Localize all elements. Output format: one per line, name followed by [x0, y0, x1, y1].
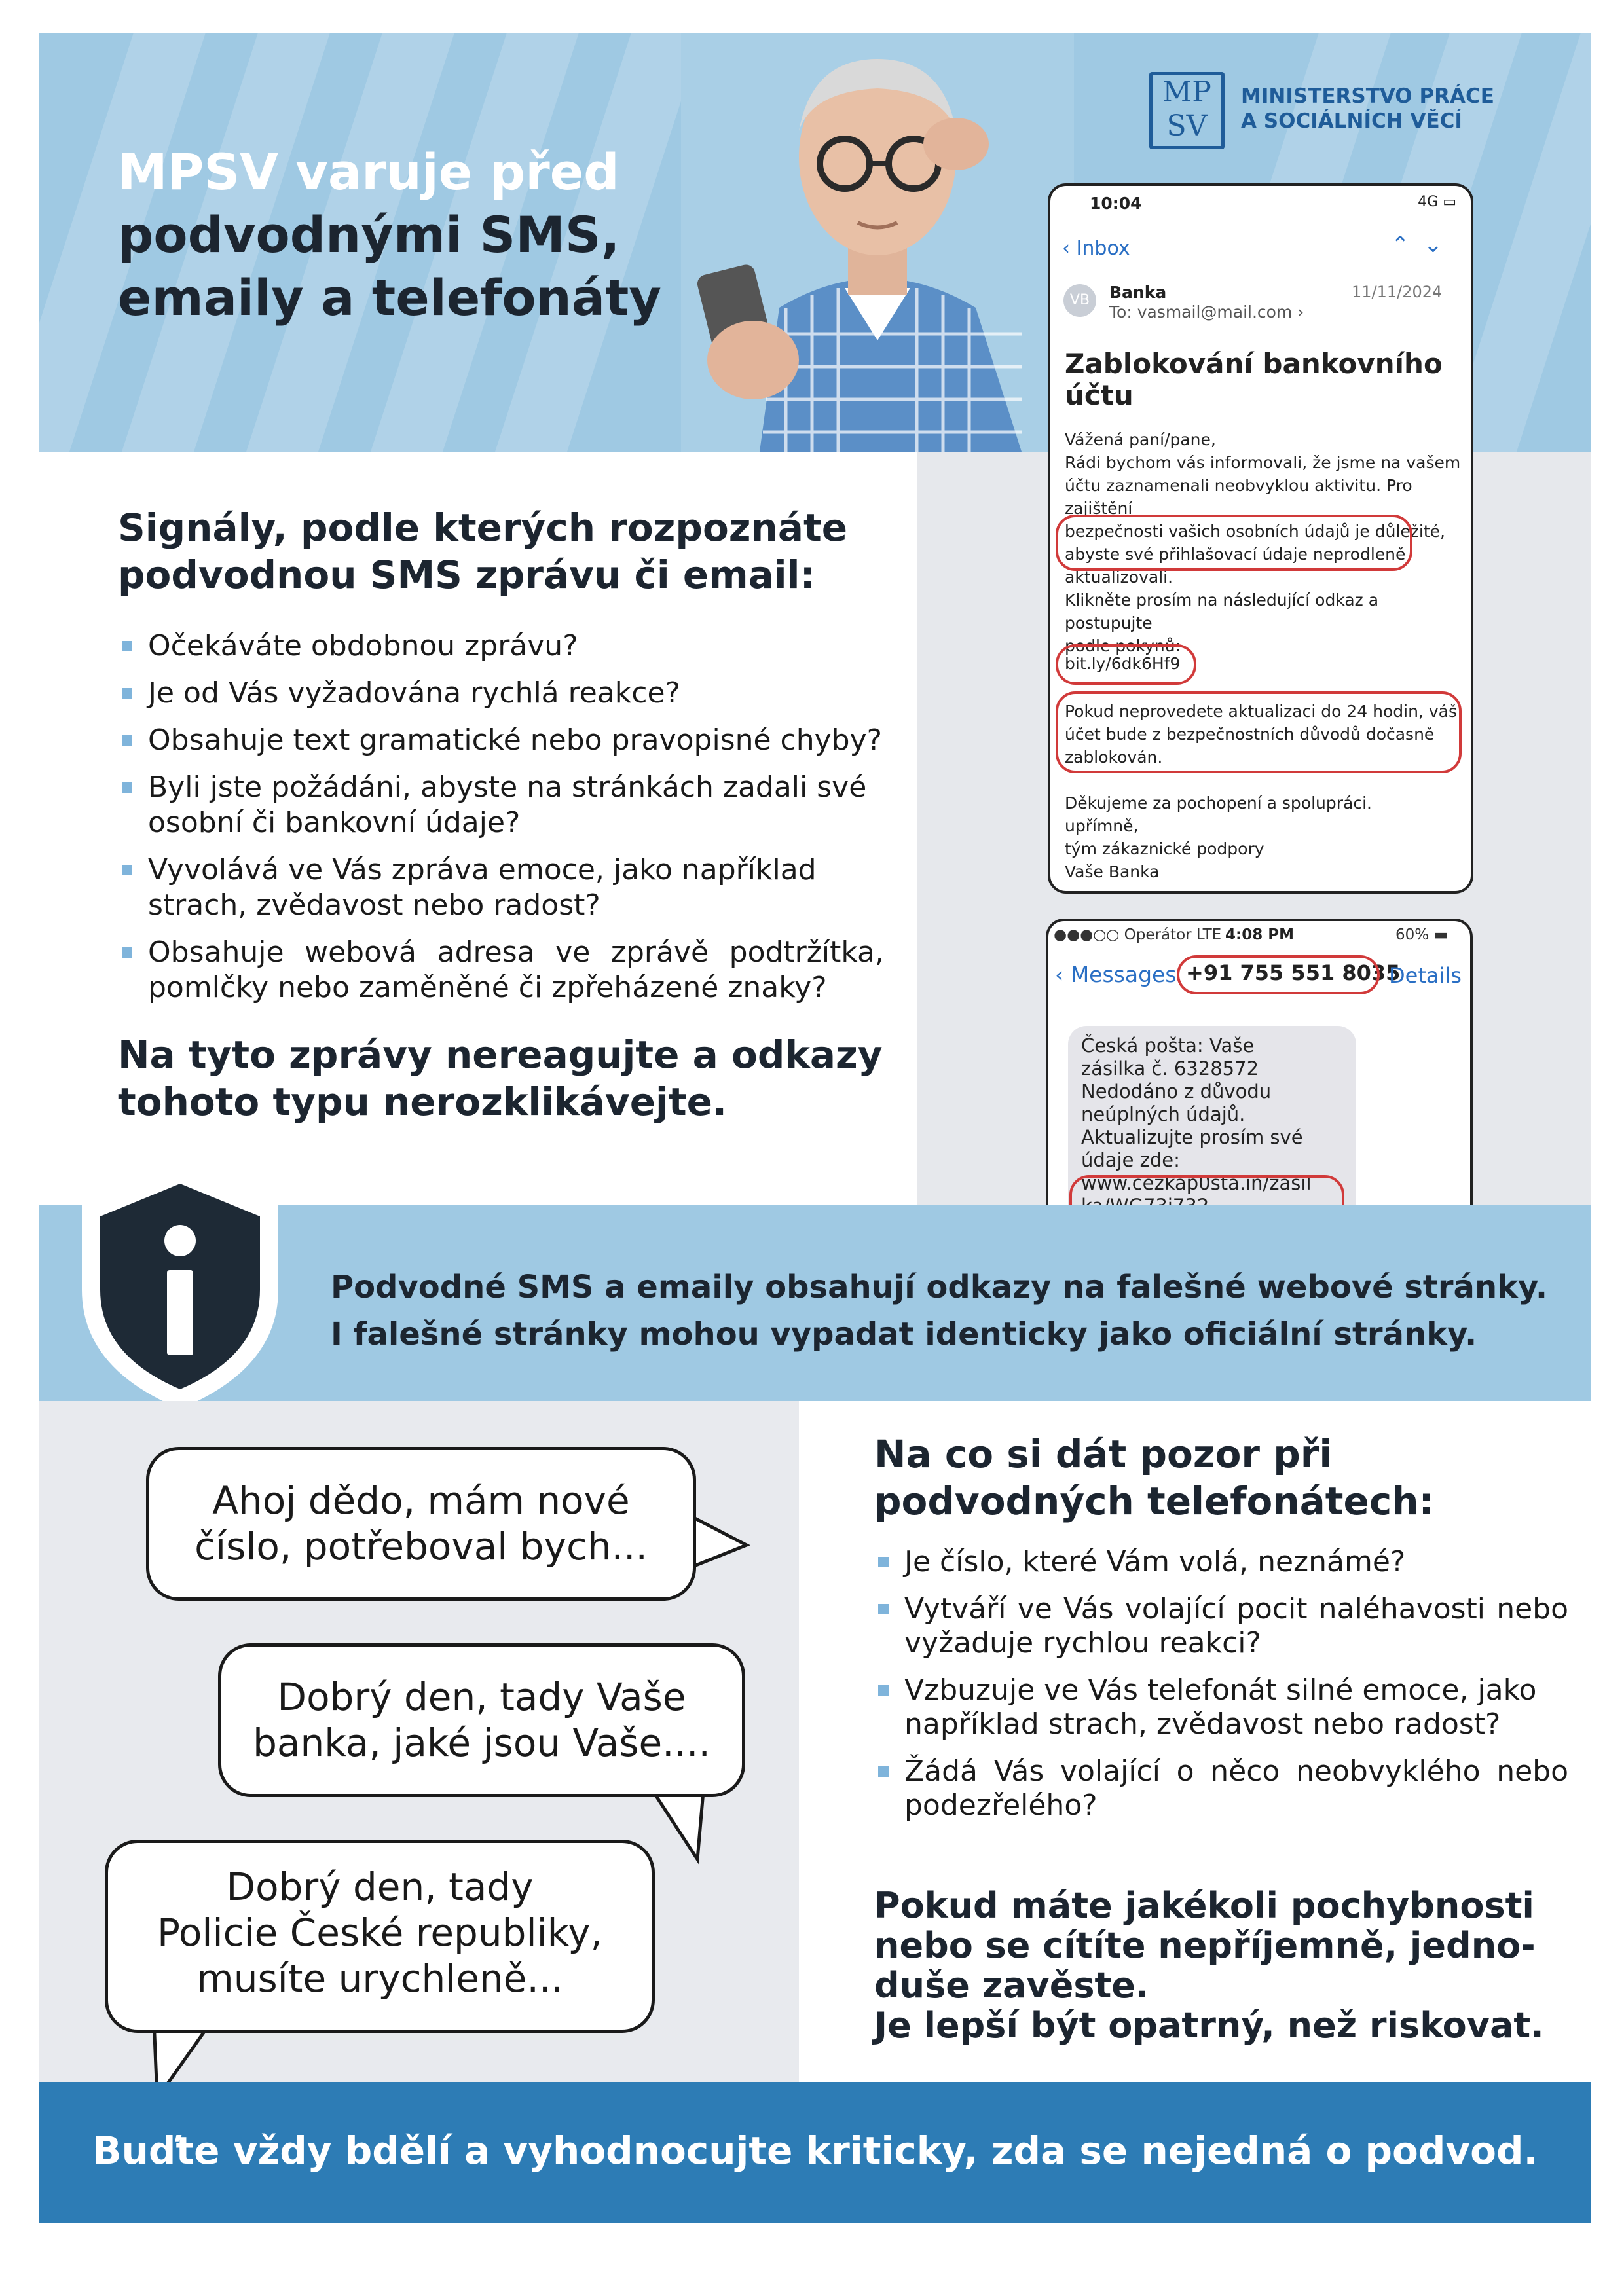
- sms-link-line-1[interactable]: www.cezkap0sta.in/zasil: [1081, 1172, 1312, 1194]
- signals-list: [118, 629, 884, 1017]
- sms-line-6: údaje zde:: [1081, 1149, 1180, 1171]
- body-line-1: Vážená paní/pane,: [1065, 430, 1216, 449]
- sms-time: 4:08 PM: [1225, 926, 1294, 943]
- messages-back-link[interactable]: [1055, 962, 1177, 987]
- list-item: [118, 852, 884, 923]
- list-item-text: Vzbuzuje ve Vás telefonát silné emoce, jako například strach, zvědavost nebo radost?: [904, 1673, 1537, 1741]
- page-title: [118, 141, 773, 329]
- bullet-square-icon: [878, 1766, 889, 1777]
- calls-warning: [874, 1886, 1588, 2045]
- battery-percent: 60%: [1395, 926, 1430, 943]
- status-network: [1358, 194, 1456, 210]
- message-nav[interactable]: [1391, 232, 1443, 258]
- bullet-square-icon: [122, 865, 132, 875]
- network-label: 4G: [1418, 194, 1439, 210]
- body-line-5: abyste své přihlašovací údaje neprodleně: [1065, 545, 1406, 564]
- instructions-line-1: Klikněte prosím na následující odkaz a postupujte: [1065, 591, 1379, 632]
- info-text: [331, 1264, 1575, 1358]
- messages-label: Messages: [1070, 962, 1177, 987]
- list-item-text: Vyvolává ve Vás zpráva emoce, jako například strach, zvědavost nebo radost?: [148, 853, 817, 922]
- signals-warning-line-2: tohoto typu nerozklikávejte.: [118, 1080, 728, 1124]
- title-line-3: emaily a telefonáty: [118, 268, 661, 327]
- recipient-address: To: vasmail@mail.com: [1109, 302, 1293, 321]
- bullet-square-icon: [122, 735, 132, 746]
- speech-bubble-grandchild: [146, 1447, 696, 1601]
- body-line-6: aktualizovali.: [1065, 568, 1173, 587]
- details-link[interactable]: Details: [1389, 963, 1462, 988]
- sms-line-2: zásilka č. 6328572: [1081, 1057, 1259, 1080]
- chevron-left-icon: ‹: [1055, 962, 1064, 987]
- list-item-text: Byli jste požádáni, abyste na stránkách zadali své osobní či bankovní údaje?: [148, 771, 867, 839]
- battery-icon: ▭: [1443, 194, 1456, 210]
- body-line-3: účtu zaznamenali neobvyklou aktivitu. Pro zajištění: [1065, 476, 1412, 518]
- logo-name-line-2: A SOCIÁLNÍCH VĚCÍ: [1241, 109, 1462, 133]
- bullet-square-icon: [878, 1685, 889, 1696]
- email-phone-mockup: [1048, 183, 1473, 894]
- speech-bubble-police: [105, 1840, 655, 2033]
- list-item: [118, 770, 884, 841]
- list-item-text: Očekáváte obdobnou zprávu?: [148, 629, 578, 663]
- signals-title-line-2: podvodnou SMS zprávu či email:: [118, 553, 815, 597]
- sms-line-5: Aktualizujte prosím své: [1081, 1126, 1303, 1148]
- signals-warning-line-1: Na tyto zprávy nereagujte a odkazy: [118, 1032, 883, 1077]
- sms-phone-mockup: [1046, 919, 1473, 1246]
- email-signature: [1065, 792, 1372, 883]
- bullet-square-icon: [122, 641, 132, 651]
- list-item: [874, 1592, 1568, 1660]
- sms-carrier: ●●●○○ Operátor LTE: [1054, 926, 1222, 943]
- signals-title: [118, 504, 891, 598]
- list-item: [874, 1755, 1568, 1823]
- info-line-1: Podvodné SMS a emaily obsahují odkazy na falešné webové stránky.: [331, 1269, 1548, 1305]
- highlight-number: [1177, 955, 1380, 994]
- signature-line-3: tým zákaznické podpory: [1065, 839, 1264, 858]
- bubble-3-line-2: Policie České republiky,: [157, 1910, 602, 1955]
- bubble-2-line-1: Dobrý den, tady Vaše: [277, 1675, 686, 1719]
- signals-title-line-1: Signály, podle kterých rozpoznáte: [118, 505, 848, 550]
- signature-line-1: Děkujeme za pochopení a spolupráci.: [1065, 793, 1372, 812]
- instructions-line-2: podle pokynů:: [1065, 636, 1181, 655]
- recipient: [1109, 302, 1304, 321]
- list-item: [118, 629, 884, 664]
- threat-line-3: zablokován.: [1065, 748, 1163, 767]
- sms-line-3: Nedodáno z důvodu: [1081, 1080, 1272, 1102]
- calls-warning-line-1: Pokud máte jakékoli pochybnosti: [874, 1885, 1534, 1926]
- calls-warning-line-4: Je lepší být opatrný, než riskovat.: [874, 2005, 1544, 2046]
- calls-title: [874, 1430, 1562, 1525]
- highlight-login-request: [1056, 515, 1412, 571]
- chevron-up-icon: ⌃: [1391, 232, 1410, 258]
- footer-text: Buďte vždy bdělí a vyhodnocujte kriticky, zda se nejedná o podvod.: [92, 2128, 1538, 2173]
- subject-line-2: účtu: [1065, 379, 1134, 411]
- inbox-back-link[interactable]: [1062, 237, 1130, 260]
- bullet-square-icon: [122, 688, 132, 699]
- status-time: 10:04: [1090, 194, 1142, 213]
- avatar: VB: [1063, 284, 1096, 317]
- bullet-square-icon: [878, 1604, 889, 1614]
- list-item: [874, 1545, 1568, 1579]
- list-item-text: Obsahuje webová adresa ve zprávě podtržítka, pomlčky nebo zaměněné či zpřeházené znaky?: [148, 936, 884, 1004]
- body-line-4: bezpečnosti vašich osobních údajů je důležité,: [1065, 522, 1445, 541]
- phishing-link[interactable]: bit.ly/6dk6Hf9: [1065, 654, 1181, 673]
- threat-line-2: účet bude z bezpečnostních důvodů dočasně: [1065, 725, 1435, 744]
- highlight-threat: [1056, 691, 1462, 773]
- signature-line-2: upřímně,: [1065, 816, 1139, 835]
- list-item-text: Je číslo, které Vám volá, neznámé?: [904, 1545, 1406, 1578]
- inbox-label: Inbox: [1076, 237, 1130, 260]
- highlight-link: [1056, 644, 1196, 685]
- logo-mark-top: MP: [1162, 75, 1211, 109]
- list-item: [118, 723, 884, 758]
- logo-mark-bottom: SV: [1166, 109, 1208, 143]
- sms-line-1: Česká pošta: Vaše: [1081, 1034, 1255, 1057]
- email-subject: [1065, 348, 1443, 411]
- info-shield-icon: [75, 1159, 285, 1414]
- chevron-right-icon: ›: [1297, 302, 1304, 321]
- list-item-text: Vytváří ve Vás volající pocit naléhavosti nebo vyžaduje rychlou reakci?: [904, 1592, 1568, 1660]
- calls-title-line-2: podvodných telefonátech:: [874, 1479, 1434, 1523]
- mpsv-logo: [1149, 72, 1516, 151]
- calls-warning-line-2: nebo se cítíte nepříjemně, jedno-: [874, 1925, 1536, 1966]
- speech-bubble-bank: [218, 1643, 745, 1797]
- body-line-2: Rádi bychom vás informovali, že jsme na vašem: [1065, 453, 1461, 472]
- bullet-square-icon: [878, 1557, 889, 1567]
- bullet-square-icon: [122, 782, 132, 793]
- bubble-2-line-2: banka, jaké jsou Vaše....: [253, 1721, 710, 1765]
- sms-battery: [1395, 926, 1448, 943]
- title-line-1: MPSV varuje před: [118, 143, 619, 201]
- list-item: [118, 676, 884, 711]
- list-item: [874, 1673, 1568, 1741]
- bubble-1-line-2: číslo, potřeboval bych...: [194, 1524, 648, 1569]
- bullet-square-icon: [122, 947, 132, 958]
- threat-line-1: Pokud neprovedete aktualizaci do 24 hodin, váš: [1065, 702, 1457, 721]
- calls-warning-line-3: duše zavěste.: [874, 1965, 1149, 2006]
- bubble-1-line-1: Ahoj dědo, mám nové: [212, 1478, 630, 1523]
- logo-name-line-1: MINISTERSTVO PRÁCE: [1241, 84, 1494, 108]
- list-item-text: Je od Vás vyžadována rychlá reakce?: [148, 676, 680, 710]
- calls-list: [874, 1545, 1568, 1836]
- sender-name: Banka: [1109, 283, 1167, 302]
- calls-title-line-1: Na co si dát pozor při: [874, 1432, 1333, 1476]
- bubble-3-line-3: musíte urychleně...: [196, 1956, 563, 2001]
- subject-line-1: Zablokování bankovního: [1065, 348, 1443, 380]
- title-line-2: podvodnými SMS,: [118, 206, 620, 264]
- chevron-left-icon: ‹: [1062, 237, 1070, 260]
- sms-line-4: neúplných údajů.: [1081, 1103, 1246, 1125]
- signals-warning: [118, 1031, 891, 1125]
- email-date: 11/11/2024: [1352, 283, 1443, 301]
- logo-mark: [1149, 72, 1225, 149]
- sender-number: +91 755 551 8035: [1186, 960, 1401, 985]
- bubble-3-line-1: Dobrý den, tady: [226, 1865, 534, 1909]
- signature-line-4: Vaše Banka: [1065, 862, 1160, 881]
- battery-icon: ▬: [1433, 926, 1449, 943]
- chevron-down-icon: ⌄: [1424, 232, 1443, 258]
- list-item: [118, 935, 884, 1006]
- logo-name: [1241, 84, 1516, 134]
- list-item-text: Žádá Vás volající o něco neobvyklého nebo podezřelého?: [904, 1755, 1568, 1822]
- list-item-text: Obsahuje text gramatické nebo pravopisné chyby?: [148, 723, 882, 757]
- info-line-2: I falešné stránky mohou vypadat identicky jako oficiální stránky.: [331, 1316, 1477, 1353]
